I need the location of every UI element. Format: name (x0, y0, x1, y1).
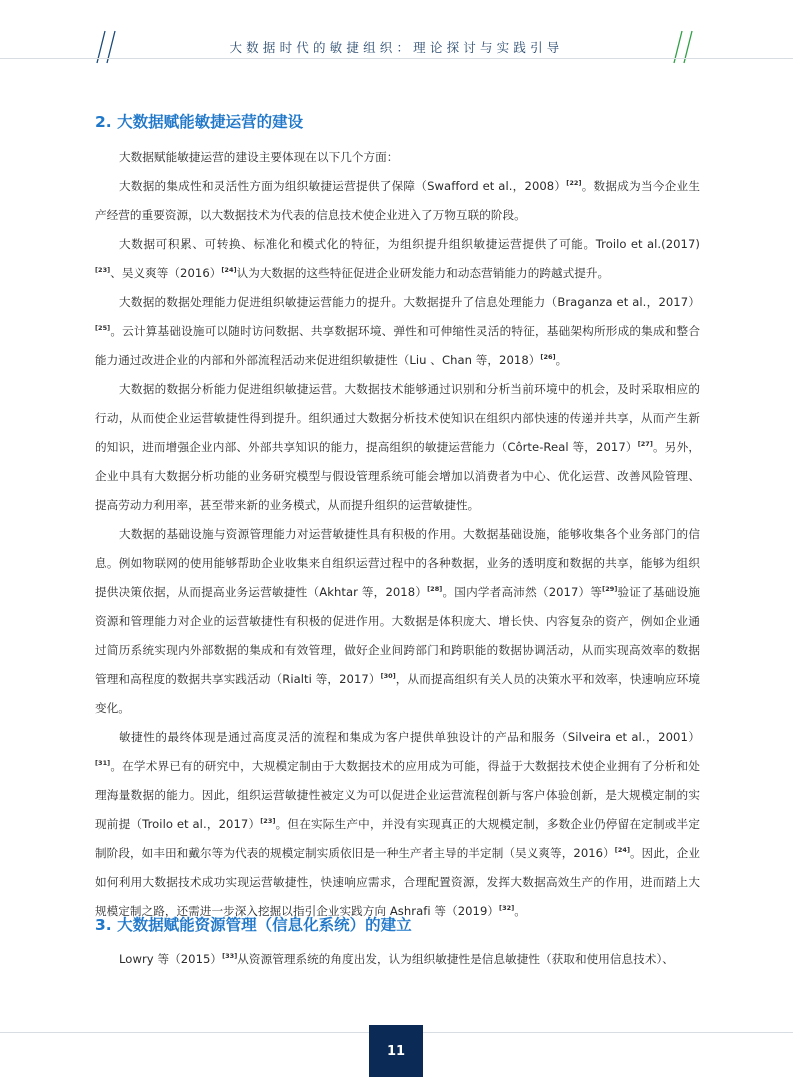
paragraph-text: 。 (514, 904, 526, 918)
paragraph (95, 520, 700, 723)
paragraph-text: 。云计算基础设施可以随时访问数据、共享数据环境、弹性和可伸缩性灵活的特征，基础架构所形成的集成和整合能力通过改进企业的内部和外部流程活动来促进组织敏捷性（Liu 、Chan 等，2018） (95, 324, 700, 367)
paragraph-text: 。数据成为当今企业生产经营的重要资源，以大数据技术为代表的信息技术使企业进入了万物互联的阶段。 (95, 179, 700, 222)
paragraph-text: 。另外，企业中具有大数据分析功能的业务研究模型与假设管理系统可能会增加以消费者为中心、优化运营、改善风险管理、提高劳动力利用率，甚至带来新的业务模式，从而提升组织的运营敏捷性。 (95, 440, 700, 512)
citation-marker: [25] (95, 324, 111, 332)
paragraph-text: 大数据赋能敏捷运营的建设主要体现在以下几个方面： (119, 150, 399, 164)
paragraph-text: 大数据的数据处理能力促进组织敏捷运营能力的提升。大数据提升了信息处理能力（Braganza et al.，2017） (119, 295, 700, 309)
paragraph-text: 敏捷性的最终体现是通过高度灵活的流程和集成为客户提供单独设计的产品和服务（Silveira et al.，2001） (119, 730, 700, 744)
section-2-heading: 2. 大数据赋能敏捷运营的建设 (95, 113, 304, 131)
paragraph (95, 172, 700, 230)
citation-marker: [30] (380, 672, 396, 680)
paragraph (95, 723, 700, 926)
paragraph-text: 。因此，企业如何利用大数据技术成功实现运营敏捷性，快速响应需求，合理配置资源，发挥大数据高效生产的作用，进而踏上大规模定制之路，还需进一步深入挖掘以指引企业实践方向 Ashrafi 等（2019） (95, 846, 700, 918)
citation-marker: [32] (499, 904, 515, 912)
paragraph-text: 大数据的数据分析能力促进组织敏捷运营。大数据技术能够通过识别和分析当前环境中的机会，及时采取相应的行动，从而使企业运营敏捷性得到提升。组织通过大数据分析技术使知识在组织内部快速的传递并共享，从而产生新的知识，进而增强企业内部、外部共享知识的能力，提高组织的敏捷运营能力（Côrte-Real 等，2017） (95, 382, 700, 454)
paragraph-text: 。国内学者高沛然（2017）等 (442, 585, 603, 599)
paragraph-text: Lowry 等（2015） (119, 952, 223, 966)
paragraph-text: 认为大数据的这些特征促进企业研发能力和动态营销能力的跨越式提升。 (236, 266, 610, 280)
paragraph-text: 。 (555, 353, 568, 367)
citation-marker: [24] (221, 266, 237, 274)
citation-marker: [24] (614, 846, 630, 854)
citation-marker: [29] (602, 585, 618, 593)
running-header-title: 大数据时代的敏捷组织：理论探讨与实践引导 (229, 40, 564, 55)
citation-marker: [23] (95, 266, 111, 274)
paragraph-text: 。在学术界已有的研究中，大规模定制由于大数据技术的应用成为可能，得益于大数据技术使企业拥有了分析和处理海量数据的能力。因此，组织运营敏捷性被定义为可以促进企业运营流程创新与客户体验创新，是大规模定制的实现前提（Troilo et al.，2017） (95, 759, 700, 831)
paragraph (95, 288, 700, 375)
paragraph-text: 验证了基础设施资源和管理能力对企业的运营敏捷性有积极的促进作用。大数据是体积庞大、增长快、内容复杂的资产，例如企业通过简历系统实现内外部数据的集成和有效管理，做好企业间跨部门和跨职能的数据协调活动，从而实现高效率的数据管理和高程度的数据共享实践活动（Rialti 等，2017） (95, 585, 700, 686)
header-divider (0, 58, 793, 59)
citation-marker: [22] (566, 179, 582, 187)
citation-marker: [23] (260, 817, 276, 825)
paragraph (95, 230, 700, 288)
paragraph-text: 大数据的基础设施与资源管理能力对运营敏捷性具有积极的作用。大数据基础设施，能够收集各个业务部门的信息。例如物联网的使用能够帮助企业收集来自组织运营过程中的各种数据，业务的透明度和数据的共享，能够为组织提供决策依据，从而提高业务运营敏捷性（Akhtar 等，2018） (95, 527, 700, 599)
section-3-body (95, 945, 700, 974)
paragraph (95, 375, 700, 520)
citation-marker: [31] (95, 759, 111, 767)
paragraph-text: 。但在实际生产中，并没有实现真正的大规模定制，多数企业仍停留在定制或半定制阶段，如丰田和戴尔等为代表的规模定制实质依旧是一种生产者主导的半定制（吴义爽等，2016） (95, 817, 700, 860)
paragraph-text: 大数据可积累、可转换、标准化和模式化的特征，为组织提升组织敏捷运营提供了可能。Troilo et al.(2017) (119, 237, 700, 251)
section-2-body (95, 143, 700, 926)
paragraph-text: 、吴义爽等（2016） (110, 266, 222, 280)
section-3-heading: 3. 大数据赋能资源管理（信息化系统）的建立 (95, 916, 412, 934)
page-number: 11 (369, 1025, 423, 1077)
paragraph (95, 143, 700, 172)
citation-marker: [26] (540, 353, 556, 361)
citation-marker: [33] (222, 952, 238, 960)
paragraph-text: 大数据的集成性和灵活性方面为组织敏捷运营提供了保障（Swafford et al.，2008） (119, 179, 567, 193)
paragraph-text: ，从而提高组织有关人员的决策水平和效率，快速响应环境变化。 (95, 672, 700, 715)
paragraph (95, 945, 700, 974)
paragraph-text: 从资源管理系统的角度出发，认为组织敏捷性是信息敏捷性（获取和使用信息技术）、 (237, 952, 674, 966)
citation-marker: [27] (637, 440, 653, 448)
citation-marker: [28] (427, 585, 443, 593)
running-header (0, 0, 793, 62)
